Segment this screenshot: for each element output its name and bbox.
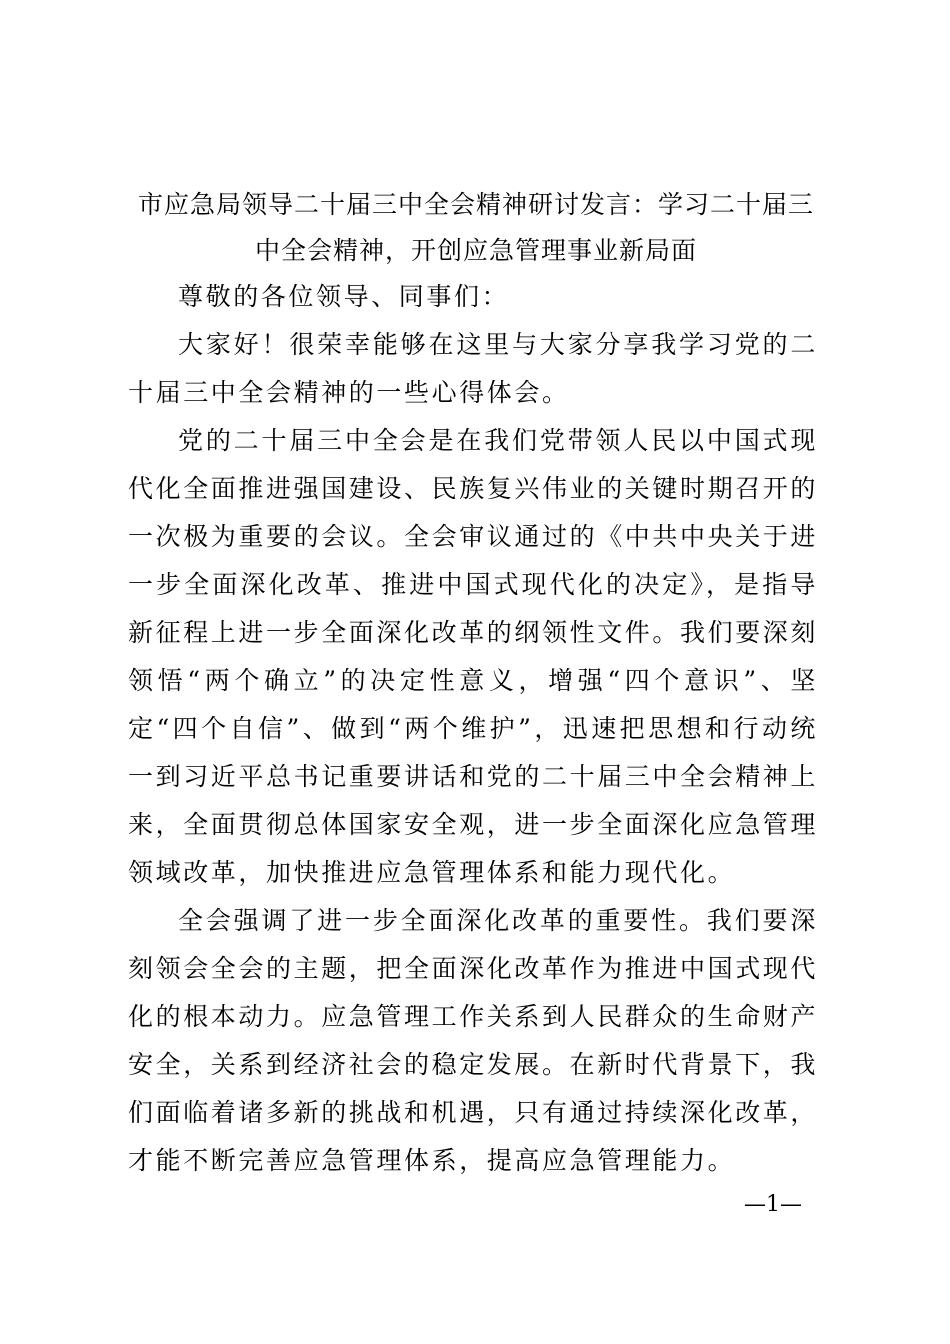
document-title: 市应急局领导二十届三中全会精神研讨发言：学习二十届三中全会精神，开创应急管理事业新局面 xyxy=(137,190,814,265)
salutation: 尊敬的各位领导、同事们： xyxy=(178,282,510,311)
page-number: —1— xyxy=(744,1192,802,1217)
document-body xyxy=(128,273,818,1185)
paragraph-plenum-significance: 党的二十届三中全会是在我们党带领人民以中国式现代化全面推进强国建设、民族复兴伟业的关键时期召开的一次极为重要的会议。全会审议通过的《中共中央关于进一步全面深化改革、推进中国式现代化的决定》，是指导新征程上进一步全面深化改革的纲领性文件。我们要深刻领悟“两个确立”的决定性意义，增强“四个意识”、坚定“四个自信”、做到“两个维护”，迅速把思想和行动统一到习近平总书记重要讲话和党的二十届三中全会精神上来，全面贯彻总体国家安全观，进一步全面深化应急管理领域改革，加快推进应急管理体系和能力现代化。 xyxy=(128,426,819,887)
paragraph-reform-importance: 全会强调了进一步全面深化改革的重要性。我们要深刻领会全会的主题，把全面深化改革作为推进中国式现代化的根本动力。应急管理工作关系到人民群众的生命财产安全，关系到经济社会的稳定发展。在新时代背景下，我们面临着诸多新的挑战和机遇，只有通过持续深化改革，才能不断完善应急管理体系，提高应急管理能力。 xyxy=(128,906,819,1175)
paragraph-greeting: 大家好！很荣幸能够在这里与大家分享我学习党的二十届三中全会精神的一些心得体会。 xyxy=(128,330,818,407)
